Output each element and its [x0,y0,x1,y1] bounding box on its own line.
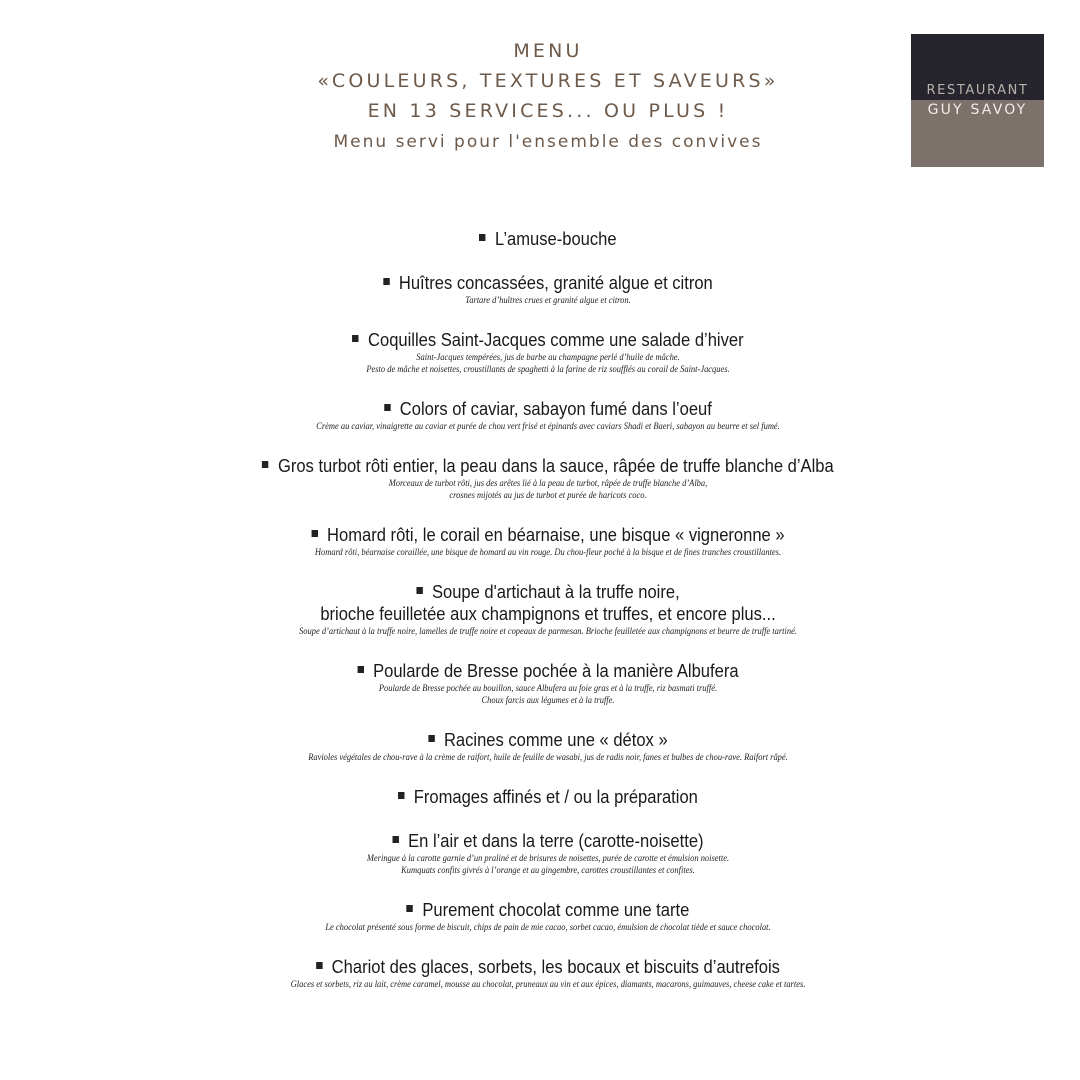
course-description: Morceaux de turbot rôti, jus des arêtes lié à la peau de turbot, râpée de truffe blanche d’Alba, [388,478,708,488]
bullet-icon [428,735,434,742]
course-list [0,228,1080,990]
course-title: Chariot des glaces, sorbets, les bocaux et biscuits d’autrefois [331,957,780,977]
course-title: En l’air et dans la terre (carotte-noisette) [408,831,704,851]
course-title: Homard rôti, le corail en béarnaise, une bisque « vigneronne » [327,525,785,545]
bullet-icon [416,587,422,594]
course-description: Meringue à la carotte garnie d’un praliné et de brisures de noisettes, purée de carotte et émulsion noisette. [366,853,730,863]
bullet-icon [479,234,485,241]
menu-subtitle: Menu servi pour l'ensemble des convives [333,132,763,152]
course-item [0,455,1080,501]
course-item [0,729,1080,763]
course-description: Homard rôti, béarnaise coraillée, une bisque de homard au vin rouge. Du chou-fleur poché à la bisque et de fines tranches croustillantes. [314,547,782,557]
course-title: Fromages affinés et / ou la préparation [413,787,698,807]
restaurant-logo [911,34,1044,167]
course-description: Crème au caviar, vinaigrette au caviar et purée de chou vert frisé et épinards avec caviars Shadi et Baeri, sabayon au beurre et sel fumé. [316,421,780,431]
course-title: Coquilles Saint-Jacques comme une salade d’hiver [368,330,744,350]
course-description: crosnes mijotés au jus de turbot et purée de haricots coco. [449,490,647,500]
course-item [0,956,1080,990]
bullet-icon [262,461,268,468]
course-description: Poularde de Bresse pochée au bouillon, sauce Albufera au foie gras et à la truffe, riz basmati truffé. [378,683,718,693]
bullet-icon [392,836,398,843]
course-item [0,398,1080,432]
bullet-icon [398,792,404,799]
menu-services-count: EN 13 SERVICES... OU PLUS ! [367,100,729,122]
course-title: L’amuse-bouche [495,229,617,249]
course-title: Racines comme une « détox » [443,730,668,750]
bullet-icon [357,666,363,673]
course-item [0,660,1080,706]
course-description: Glaces et sorbets, riz au lait, crème caramel, mousse au chocolat, pruneaux au vin et aux épices, diamants, macarons, guimauves, cheese cake et tartes. [290,979,806,989]
course-description: Kumquats confits givrés à l’orange et au gingembre, carottes croustillantes et confites. [401,865,695,875]
bullet-icon [407,905,413,912]
bullet-icon [383,278,389,285]
course-description: Soupe d’artichaut à la truffe noire, lamelles de truffe noire et copeaux de parmesan. Brioche feuilletée aux champignons et beurre de truffe tartiné. [299,626,797,636]
course-title: Colors of caviar, sabayon fumé dans l’oeuf [399,399,712,419]
course-title: Purement chocolat comme une tarte [422,900,690,920]
course-title: Huîtres concassées, granité algue et citron [398,273,713,293]
course-title: Poularde de Bresse pochée à la manière Albufera [373,661,739,681]
course-item [0,899,1080,933]
course-title-line2: brioche feuilletée aux champignons et truffes, et encore plus... [320,604,776,624]
course-title: Gros turbot rôti entier, la peau dans la sauce, râpée de truffe blanche d’Alba [277,456,834,476]
course-item [0,272,1080,306]
course-item [0,524,1080,558]
logo-name-text: GUY SAVOY [927,102,1028,118]
menu-heading: MENU [513,40,583,62]
course-description: Saint-Jacques tempérées, jus de barbe au champagne perlé d’huile de mâche. [416,352,680,362]
bullet-icon [311,530,317,537]
course-item [0,786,1080,808]
bullet-icon [316,962,322,969]
logo-top-block [911,34,1044,100]
course-title: Soupe d'artichaut à la truffe noire, [431,582,680,602]
bullet-icon [384,404,390,411]
course-description: Ravioles végétales de chou-rave à la crème de raifort, huile de feuille de wasabi, jus de radis noir, fanes et bulbes de chou-rave. Raifort râpé. [308,752,788,762]
logo-restaurant-text: RESTAURANT [926,83,1029,98]
course-description: Choux farcis aux légumes et à la truffe. [481,695,615,705]
course-item [0,581,1080,637]
course-item [0,228,1080,250]
logo-bottom-block [911,100,1044,167]
course-description: Pesto de mâche et noisettes, croustillants de spaghetti à la farine de riz soufflés au corail de Saint-Jacques. [366,364,730,374]
course-item [0,830,1080,876]
course-item [0,329,1080,375]
course-description: Le chocolat présenté sous forme de biscuit, chips de pain de mie cacao, sorbet cacao, émulsion de chocolat tiède et sauce chocolat. [325,922,771,932]
course-description: Tartare d’huîtres crues et granité algue et citron. [465,295,631,305]
menu-name: «COULEURS, TEXTURES ET SAVEURS» [317,70,779,92]
bullet-icon [352,335,358,342]
